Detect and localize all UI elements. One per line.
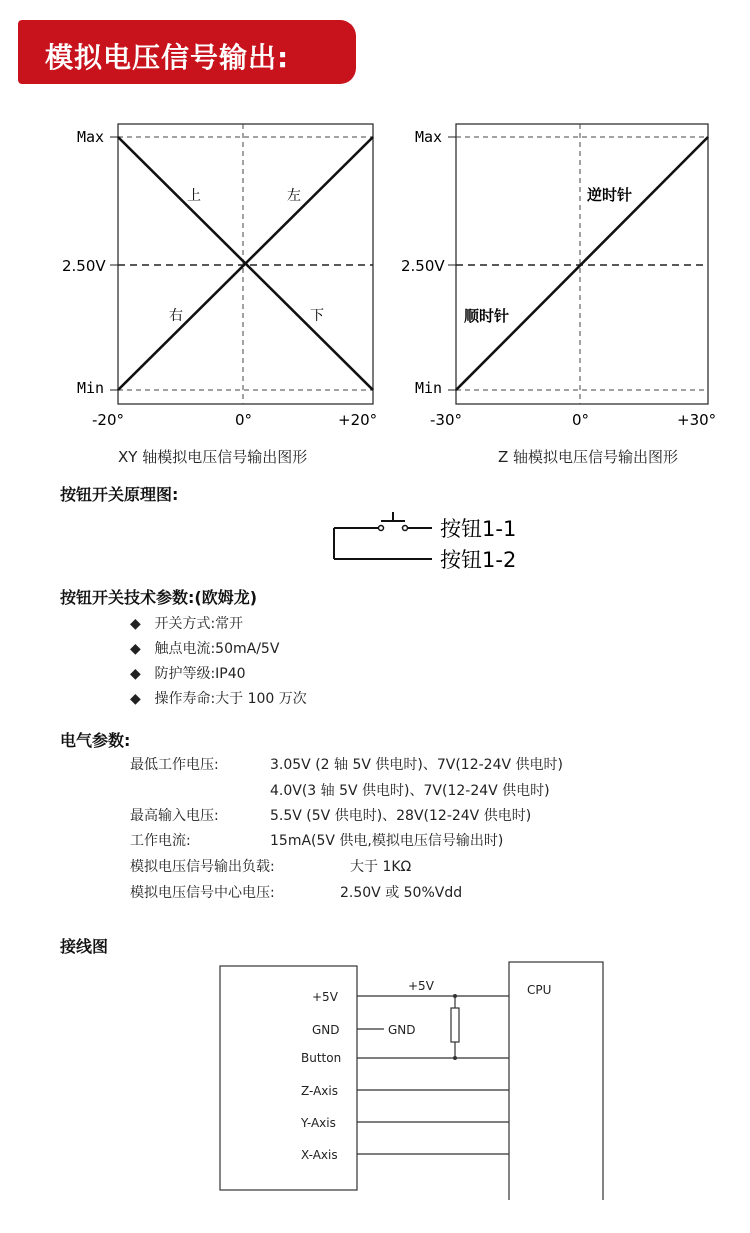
z-ylabel-max: Max <box>415 128 443 146</box>
switch-contact-right <box>403 526 408 531</box>
pin-label-y-axis: Y-Axis <box>301 1116 336 1130</box>
pin-label-z-axis: Z-Axis <box>301 1084 338 1098</box>
pin-label-gnd: GND <box>312 1023 340 1037</box>
spec-text: 防护等级:IP40 <box>154 666 246 682</box>
vcc-net-label: +5V <box>408 979 434 993</box>
z-line <box>456 137 708 390</box>
xy-label-up: 上 <box>187 188 201 204</box>
diamond-bullet-icon: ◆ <box>130 691 141 707</box>
button-schematic <box>320 505 550 575</box>
xy-xlabel-right: +20° <box>338 411 378 429</box>
cpu-label: CPU <box>527 983 552 997</box>
xy-label-left: 左 <box>287 188 301 204</box>
pin-label-vcc: +5V <box>312 990 338 1004</box>
z-label-ccw: 逆时针 <box>587 186 633 204</box>
xy-ylabel-max: Max <box>77 128 105 146</box>
z-xlabel-mid: 0° <box>572 411 590 429</box>
switch-contact-left <box>379 526 384 531</box>
electrical-label: 工作电流: <box>130 833 191 849</box>
button-specs-heading: 按钮开关技术参数:(欧姆龙) <box>60 588 258 607</box>
z-chart-caption: Z 轴模拟电压信号输出图形 <box>498 448 679 466</box>
electrical-label: 模拟电压信号中心电压: <box>130 885 275 901</box>
spec-text: 触点电流:50mA/5V <box>154 641 280 657</box>
wiring-diagram <box>200 950 620 1200</box>
junction-button <box>453 1056 457 1060</box>
electrical-value: 5.5V (5V 供电时)、28V(12-24V 供电时) <box>270 808 532 824</box>
electrical-value: 2.50V 或 50%Vdd <box>340 885 463 901</box>
cpu-box <box>509 962 603 1200</box>
xy-xlabel-mid: 0° <box>235 411 253 429</box>
electrical-heading: 电气参数: <box>60 731 131 750</box>
z-ylabel-mid: 2.50V <box>401 257 445 275</box>
spec-item <box>130 638 279 658</box>
spec-text: 操作寿命:大于 100 万次 <box>154 691 307 707</box>
pin-label-button: Button <box>301 1051 342 1065</box>
xy-ylabel-mid: 2.50V <box>62 257 106 275</box>
wiring-heading: 接线图 <box>60 937 109 956</box>
junction-vcc <box>453 994 457 998</box>
xy-label-down: 下 <box>310 308 324 324</box>
xy-chart-caption: XY 轴模拟电压信号输出图形 <box>118 448 308 466</box>
electrical-label: 模拟电压信号输出负载: <box>130 859 275 875</box>
electrical-value: 3.05V (2 轴 5V 供电时)、7V(12-24V 供电时) <box>270 757 563 773</box>
spec-item <box>130 663 246 683</box>
xy-chart <box>0 115 380 430</box>
z-label-cw: 顺时针 <box>464 307 510 325</box>
electrical-label: 最低工作电压: <box>130 757 219 773</box>
electrical-value: 15mA(5V 供电,模拟电压信号输出时) <box>270 833 504 849</box>
diamond-bullet-icon: ◆ <box>130 641 141 657</box>
banner-title: 模拟电压信号输出: <box>45 41 290 74</box>
z-chart <box>380 115 750 430</box>
z-xlabel-right: +30° <box>677 411 717 429</box>
diamond-bullet-icon: ◆ <box>130 666 141 682</box>
spec-item <box>130 688 307 708</box>
electrical-value: 大于 1KΩ <box>350 859 412 875</box>
xy-ylabel-min: Min <box>77 379 105 397</box>
electrical-value: 4.0V(3 轴 5V 供电时)、7V(12-24V 供电时) <box>270 783 550 799</box>
xy-label-right: 右 <box>169 308 183 324</box>
spec-item <box>130 613 243 633</box>
xy-xlabel-left: -20° <box>92 411 124 429</box>
gnd-net-label: GND <box>388 1023 416 1037</box>
spec-text: 开关方式:常开 <box>154 616 244 632</box>
z-xlabel-left: -30° <box>430 411 462 429</box>
button-pin1-label: 按钮1-1 <box>440 517 517 541</box>
pin-label-x-axis: X-Axis <box>301 1148 338 1162</box>
z-ylabel-min: Min <box>415 379 443 397</box>
button-pin2-label: 按钮1-2 <box>440 548 517 572</box>
pullup-resistor <box>451 1008 459 1042</box>
button-schematic-heading: 按钮开关原理图: <box>60 485 179 504</box>
diamond-bullet-icon: ◆ <box>130 616 141 632</box>
electrical-label: 最高输入电压: <box>130 808 219 824</box>
